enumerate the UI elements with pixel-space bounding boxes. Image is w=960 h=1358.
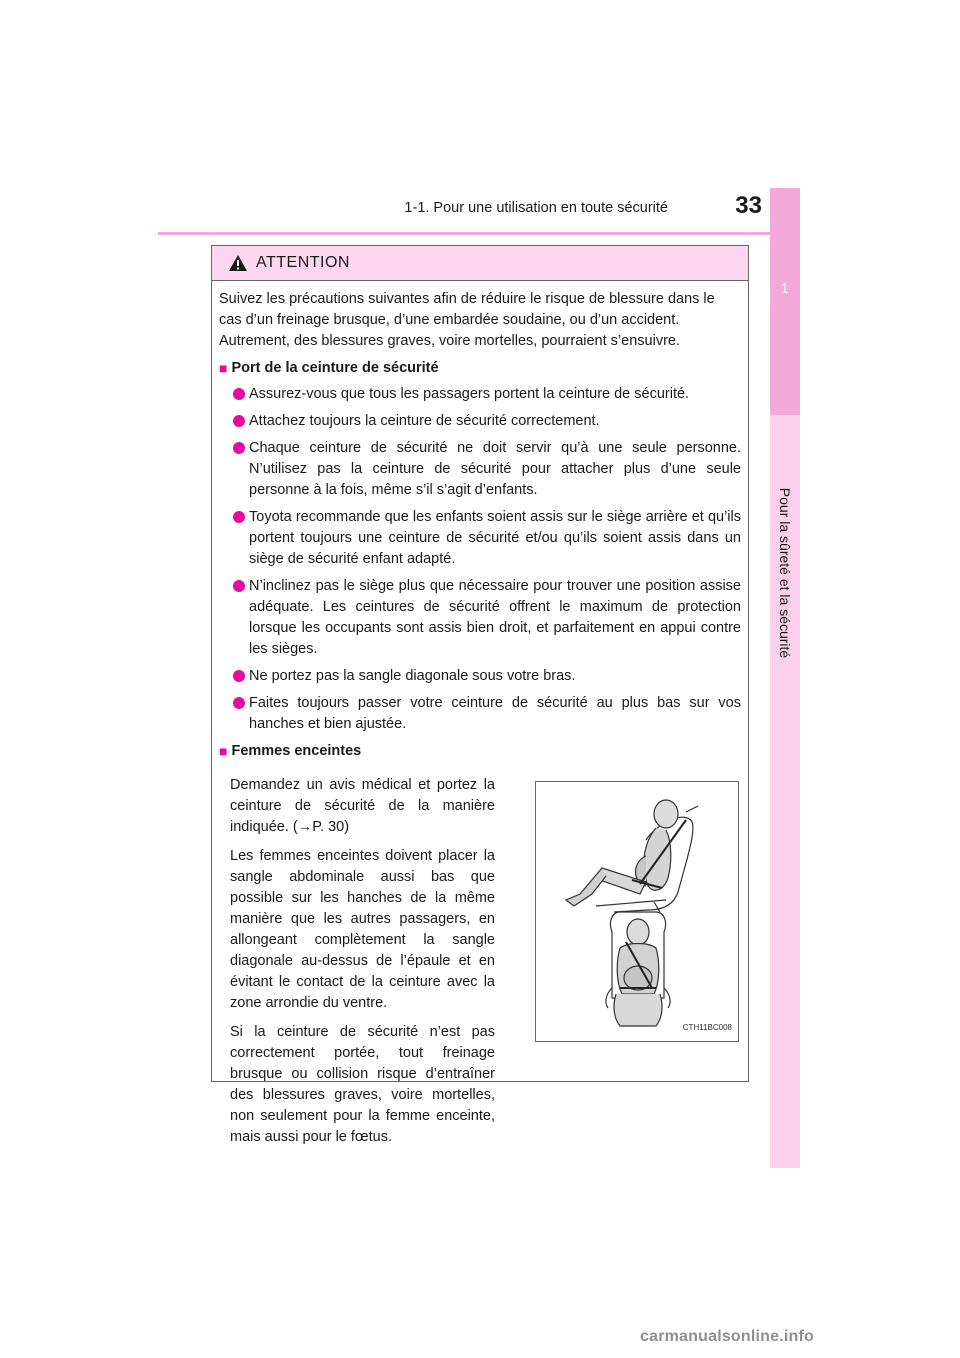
warning-header bbox=[212, 246, 748, 281]
list-item bbox=[219, 666, 741, 687]
figure-code: CTH11BC008 bbox=[682, 1023, 732, 1032]
list-item bbox=[219, 507, 741, 570]
bullet-dot-icon bbox=[233, 670, 245, 682]
chapter-side-tab bbox=[770, 188, 800, 1168]
section-title: 1-1. Pour une utilisation en toute sécurité bbox=[404, 200, 668, 216]
pregnant-seatbelt-drawing bbox=[536, 782, 738, 1041]
pregnant-seatbelt-illustration bbox=[535, 781, 739, 1042]
paragraph: Les femmes enceintes doivent placer la sangle abdominale aussi bas que possible sur les hanches de la même manière que les autres passagers, en allongeant complètement la sangle diagonale au-dessus de l’épaule et en évitant le contact de la ceinture avec la zone arrondie du ventre. bbox=[230, 848, 495, 1011]
list-item-text: Faites toujours passer votre ceinture de sécurité au plus bas sur vos hanches et bien ajustée. bbox=[249, 695, 741, 732]
paragraph: Si la ceinture de sécurité n’est pas correctement portée, tout freinage brusque ou collision risque d’entraîner des blessures graves, voire mortelles, non seulement pour la femme enceinte, mais aussi pour le fœtus. bbox=[230, 1024, 495, 1145]
watermark: carmanualsonline.info bbox=[640, 1328, 815, 1345]
list-item bbox=[219, 576, 741, 660]
bullet-dot-icon bbox=[233, 697, 245, 709]
bullet-dot-icon bbox=[233, 442, 245, 454]
list-item-text: Chaque ceinture de sécurité ne doit servir qu’à une seule personne. N’utilisez pas la ceinture de sécurité pour attacher plus d’une seule personne à la fois, même s’il s’agit d’enfants. bbox=[249, 440, 741, 498]
chapter-number: 1 bbox=[781, 280, 789, 296]
warning-intro: Suivez les précautions suivantes afin de réduire le risque de blessure dans le cas d’un freinage brusque, d’une embardée soudaine, ou d’un accident. Autrement, des blessures graves, voire mortelles, pourraient s’ensuivre. bbox=[219, 291, 715, 349]
list-item-text: N’inclinez pas le siège plus que nécessaire pour trouver une position assise adéquate. Les ceintures de sécurité offrent le maximum de protection lorsque les occupants sont assis bien droit, et parfaitement en appui contre les sièges. bbox=[249, 578, 741, 657]
bullet-dot-icon bbox=[233, 511, 245, 523]
list-item bbox=[219, 384, 741, 405]
chapter-side-tab-active bbox=[770, 188, 800, 415]
list-item bbox=[219, 411, 741, 432]
section-heading-text: Femmes enceintes bbox=[231, 743, 362, 759]
chapter-title: Pour la sûreté et la sécurité bbox=[777, 487, 793, 659]
list-item bbox=[219, 438, 741, 501]
pregnant-text bbox=[230, 767, 495, 1148]
bullet-dot-icon bbox=[233, 580, 245, 592]
list-item-text: Toyota recommande que les enfants soient assis sur le siège arrière et qu’ils portent toujours une ceinture de sécurité et/ou qu’ils soient assis dans un siège de sécurité enfant adapté. bbox=[249, 509, 741, 567]
page-number: 33 bbox=[735, 192, 762, 219]
square-bullet-icon: ■ bbox=[219, 360, 228, 376]
section-heading-pregnant bbox=[219, 741, 741, 762]
warning-body bbox=[212, 281, 748, 1148]
list-item-text: Assurez-vous que tous les passagers portent la ceinture de sécurité. bbox=[249, 386, 690, 402]
square-bullet-icon: ■ bbox=[219, 743, 228, 759]
list-item bbox=[219, 693, 741, 735]
warning-title: ATTENTION bbox=[256, 254, 350, 271]
pregnant-section bbox=[219, 767, 741, 1148]
warning-box bbox=[211, 245, 749, 1145]
header-rule bbox=[158, 232, 800, 235]
warning-triangle-icon bbox=[228, 254, 248, 272]
paragraph: Demandez un avis médical et portez la ceinture de sécurité de la manière indiquée. (→P. 30) bbox=[230, 777, 495, 835]
section-heading-text: Port de la ceinture de sécurité bbox=[231, 360, 439, 376]
bullet-dot-icon bbox=[233, 415, 245, 427]
list-item-text: Attachez toujours la ceinture de sécurité correctement. bbox=[249, 413, 600, 429]
bullet-dot-icon bbox=[233, 388, 245, 400]
section-heading-seatbelt bbox=[219, 358, 741, 379]
list-item-text: Ne portez pas la sangle diagonale sous votre bras. bbox=[249, 668, 576, 684]
